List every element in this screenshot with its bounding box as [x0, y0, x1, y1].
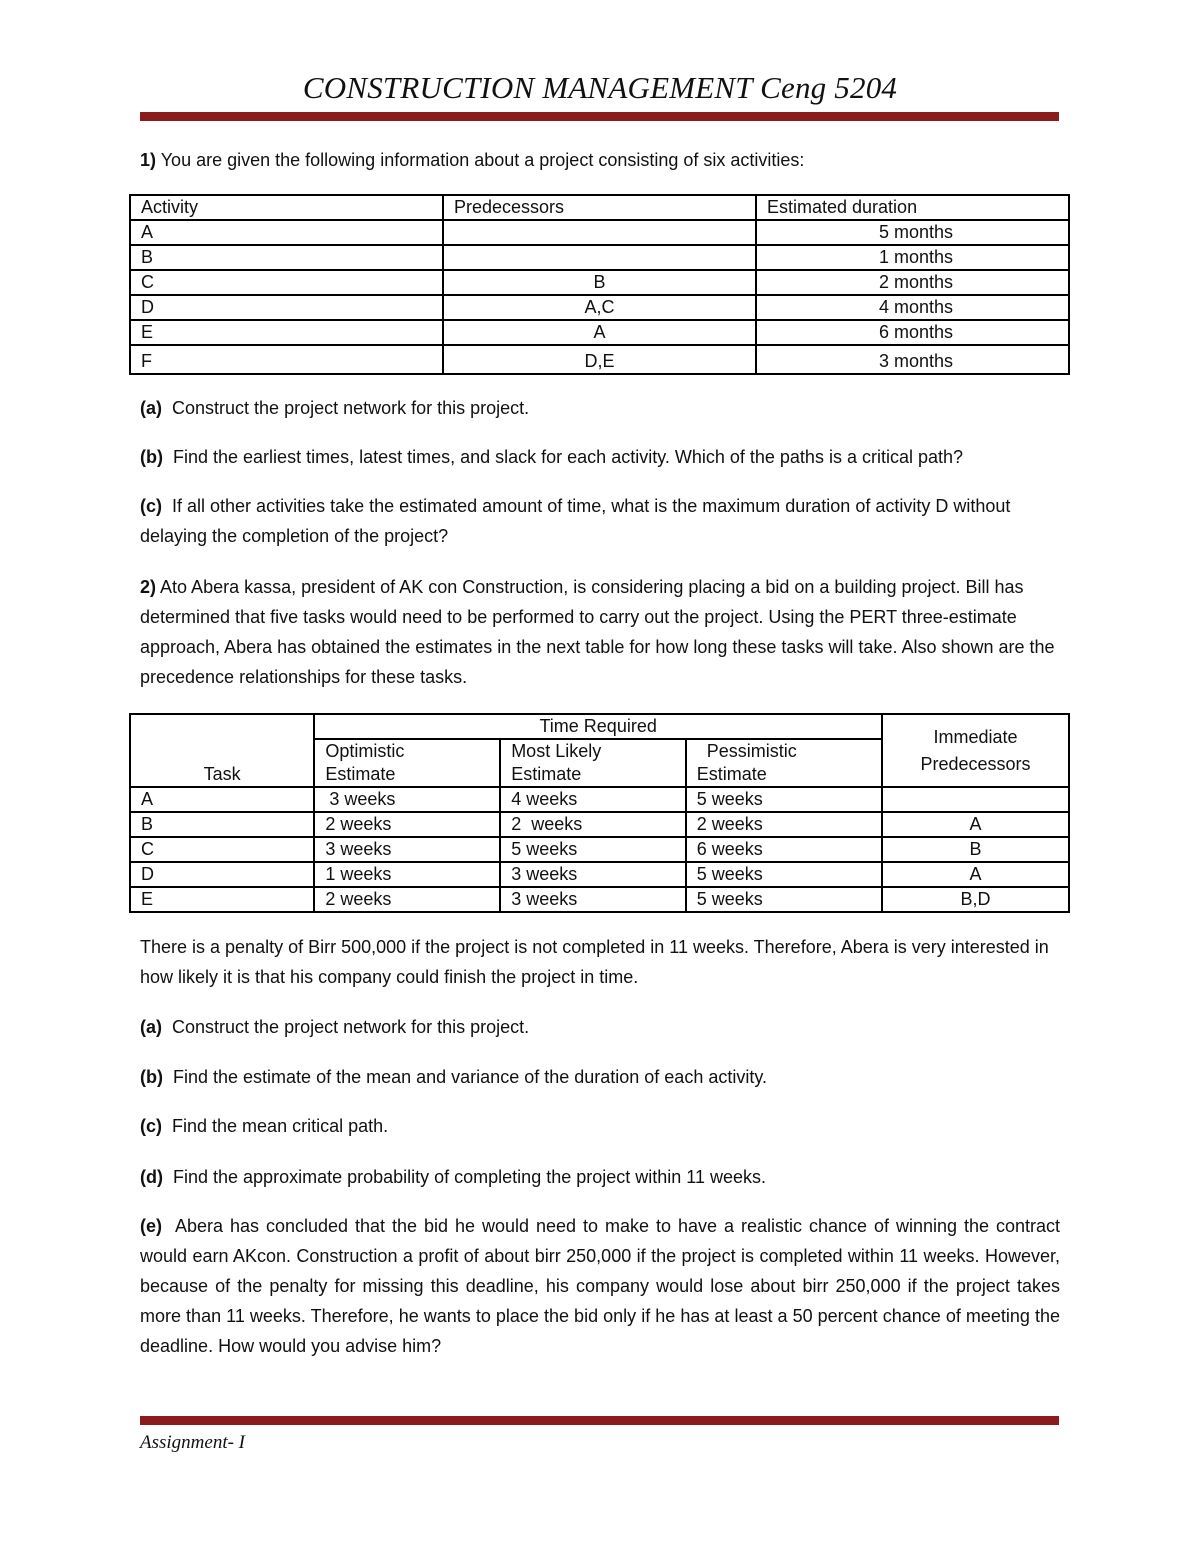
pessimistic-cell: 6 weeks — [686, 837, 882, 862]
part-text: Construct the project network for this project. — [172, 398, 530, 418]
part-label: (c) — [140, 496, 162, 516]
table-row — [130, 887, 1069, 912]
most-likely-cell: 2 weeks — [500, 812, 686, 837]
part-text: Find the approximate probability of completing the project within 11 weeks. — [173, 1167, 766, 1187]
optimistic-header-line2: Estimate — [314, 763, 500, 787]
table-header-row — [130, 714, 1069, 739]
pert-table — [129, 713, 1070, 913]
q1-number: 1) — [140, 150, 157, 170]
table-header-cell: Predecessors — [443, 195, 756, 220]
header-line: Immediate — [933, 726, 1018, 747]
page-title: CONSTRUCTION MANAGEMENT Ceng 5204 — [302, 70, 898, 105]
pessimistic-cell: 5 weeks — [686, 787, 882, 812]
q2-part-d — [140, 1162, 1060, 1192]
most-likely-cell: 4 weeks — [500, 787, 686, 812]
q2-number: 2) — [140, 577, 157, 597]
table-row — [130, 837, 1069, 862]
q1-part-b — [140, 442, 1060, 472]
part-text: Find the estimate of the mean and variance of the duration of each activity. — [173, 1067, 768, 1087]
duration-cell: 4 months — [756, 295, 1069, 320]
part-text: Find the mean critical path. — [172, 1116, 389, 1136]
optimistic-cell: 2 weeks — [314, 812, 500, 837]
pessimistic-cell: 5 weeks — [686, 887, 882, 912]
predecessor-cell: A — [443, 320, 756, 345]
task-cell: A — [130, 787, 314, 812]
q2-intro-text: Ato Abera kassa, president of AK con Construction, is considering placing a bid on a building project. Bill has determined that five tasks would need to be performed to carry out the project. Using the PERT three-estimate approach, Abera has obtained the estimates in the next table for how long these tasks will take. Also shown are the precedence relationships for these tasks. — [140, 577, 1055, 687]
most-likely-cell: 3 weeks — [500, 887, 686, 912]
table-header-row — [130, 195, 1069, 220]
predecessor-cell: A — [882, 862, 1069, 887]
activity-cell: C — [130, 270, 443, 295]
footer-text: Assignment- I — [140, 1432, 246, 1453]
table-header-cell: Estimated duration — [756, 195, 1069, 220]
duration-cell: 3 months — [756, 345, 1069, 374]
activity-table — [129, 194, 1070, 375]
activity-cell: B — [130, 245, 443, 270]
part-label: (a) — [140, 1017, 162, 1037]
most-likely-header: Most Likely — [500, 739, 686, 763]
optimistic-cell: 3 weeks — [314, 837, 500, 862]
part-label: (e) — [140, 1216, 162, 1236]
predecessor-cell — [882, 787, 1069, 812]
task-cell: B — [130, 812, 314, 837]
optimistic-cell: 2 weeks — [314, 887, 500, 912]
task-header: Task — [130, 714, 314, 787]
predecessor-cell: B — [443, 270, 756, 295]
pessimistic-cell: 2 weeks — [686, 812, 882, 837]
header-rule — [140, 112, 1059, 121]
predecessor-cell: A,C — [443, 295, 756, 320]
table-row — [130, 862, 1069, 887]
duration-cell: 1 months — [756, 245, 1069, 270]
table-row — [130, 220, 1069, 245]
q1-part-a — [140, 393, 1060, 423]
part-label: (d) — [140, 1167, 163, 1187]
most-likely-cell: 5 weeks — [500, 837, 686, 862]
duration-cell: 2 months — [756, 270, 1069, 295]
predecessor-cell: D,E — [443, 345, 756, 374]
table-row — [130, 245, 1069, 270]
part-text: Find the earliest times, latest times, and slack for each activity. Which of the paths is a critical path? — [173, 447, 964, 467]
part-label: (a) — [140, 398, 162, 418]
q2-intro — [140, 572, 1060, 692]
optimistic-cell: 1 weeks — [314, 862, 500, 887]
pessimistic-header-line2: Estimate — [686, 763, 882, 787]
activity-cell: D — [130, 295, 443, 320]
activity-cell: E — [130, 320, 443, 345]
task-cell: C — [130, 837, 314, 862]
predecessor-cell: A — [882, 812, 1069, 837]
activity-cell: A — [130, 220, 443, 245]
most-likely-header-line2: Estimate — [500, 763, 686, 787]
table-row — [130, 345, 1069, 374]
table-row — [130, 787, 1069, 812]
part-text: Abera has concluded that the bid he would need to make to have a realistic chance of winning the contract would earn AKcon. Construction a profit of about birr 250,000 if the project is completed within 11 weeks. However, because of the penalty for missing this deadline, his company would lose about birr 250,000 if the project takes more than 11 weeks. Therefore, he wants to place the bid only if he has at least a 50 percent chance of meeting the deadline. How would you advise him? — [140, 1216, 1060, 1356]
predecessor-cell: B — [882, 837, 1069, 862]
task-cell: D — [130, 862, 314, 887]
predecessor-cell: B,D — [882, 887, 1069, 912]
q1-part-c — [140, 491, 1060, 551]
q2-part-e — [140, 1211, 1060, 1361]
pessimistic-header: Pessimistic — [686, 739, 882, 763]
footer-rule — [140, 1416, 1059, 1425]
predecessor-cell — [443, 220, 756, 245]
predecessor-cell — [443, 245, 756, 270]
time-required-header: Time Required — [314, 714, 882, 739]
task-cell: E — [130, 887, 314, 912]
table-row — [130, 812, 1069, 837]
table-row — [130, 270, 1069, 295]
header-line: Predecessors — [920, 753, 1031, 774]
predecessors-header — [882, 714, 1069, 787]
most-likely-cell: 3 weeks — [500, 862, 686, 887]
q2-part-b — [140, 1062, 1060, 1092]
part-label: (b) — [140, 1067, 163, 1087]
pessimistic-cell: 5 weeks — [686, 862, 882, 887]
duration-cell: 6 months — [756, 320, 1069, 345]
optimistic-header: Optimistic — [314, 739, 500, 763]
part-label: (c) — [140, 1116, 162, 1136]
table-header-cell: Activity — [130, 195, 443, 220]
q1-intro — [140, 145, 1060, 175]
q2-part-a — [140, 1012, 1060, 1042]
q2-part-c — [140, 1111, 1060, 1141]
part-label: (b) — [140, 447, 163, 467]
optimistic-cell: 3 weeks — [314, 787, 500, 812]
table-row — [130, 295, 1069, 320]
part-text: If all other activities take the estimated amount of time, what is the maximum duration of activity D without delaying the completion of the project? — [140, 496, 1011, 546]
part-text: Construct the project network for this project. — [172, 1017, 530, 1037]
q1-intro-text: You are given the following information about a project consisting of six activities: — [160, 150, 805, 170]
penalty-paragraph: There is a penalty of Birr 500,000 if the project is not completed in 11 weeks. Therefore, Abera is very interested in how likely it is that his company could finish the project in time. — [140, 937, 1049, 987]
activity-cell: F — [130, 345, 443, 374]
duration-cell: 5 months — [756, 220, 1069, 245]
table-row — [130, 320, 1069, 345]
